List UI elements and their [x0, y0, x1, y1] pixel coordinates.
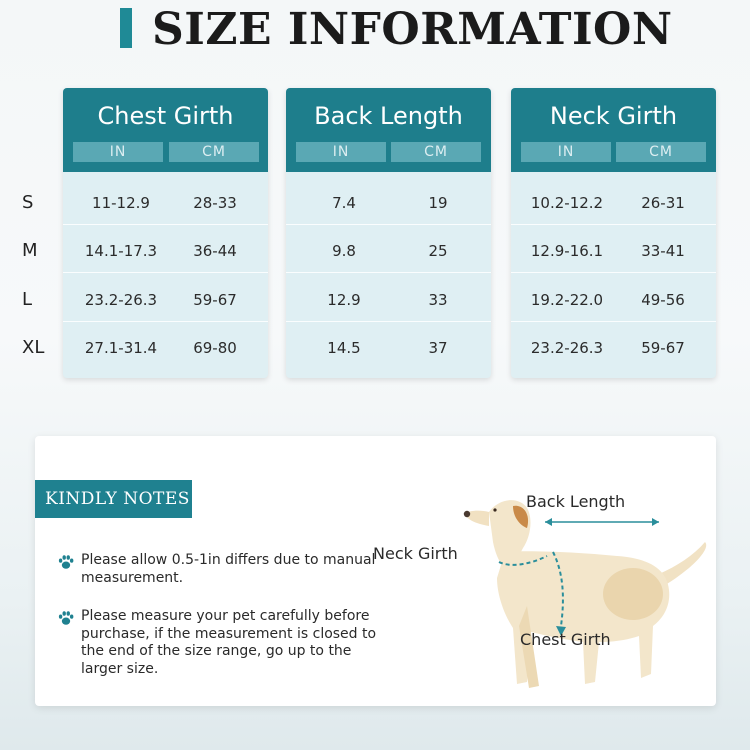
- row-divider: [286, 224, 491, 225]
- cell: 28-33: [193, 194, 237, 212]
- cell: 23.2-26.3: [84, 291, 158, 309]
- cell: 69-80: [193, 339, 237, 357]
- row-divider: [63, 224, 268, 225]
- size-label-s: S: [22, 192, 34, 213]
- unit-in: IN: [521, 142, 611, 162]
- unit-cm: CM: [616, 142, 706, 162]
- cell: 19.2-22.0: [530, 291, 604, 309]
- cell: 19: [428, 194, 448, 212]
- table-title: Neck Girth: [549, 102, 678, 130]
- note-item: [57, 608, 377, 678]
- cell: 33-41: [641, 242, 685, 260]
- unit-in: IN: [73, 142, 163, 162]
- row-divider: [511, 321, 716, 322]
- neck-girth-label: Neck Girth: [373, 544, 458, 563]
- cell: 14.5: [327, 339, 361, 357]
- row-divider: [286, 272, 491, 273]
- row-divider: [286, 321, 491, 322]
- size-label-xl: XL: [22, 337, 45, 358]
- notes-heading: KINDLY NOTES: [35, 480, 192, 518]
- cell: 25: [428, 242, 448, 260]
- size-label-m: M: [22, 240, 38, 261]
- table-header: [511, 88, 716, 172]
- cell: 7.4: [332, 194, 356, 212]
- cell: 23.2-26.3: [530, 339, 604, 357]
- back-length-table: [286, 88, 491, 378]
- dog-diagram: [427, 486, 712, 696]
- table-header: [286, 88, 491, 172]
- cell: 9.8: [332, 242, 356, 260]
- note-text: Please measure your pet carefully before purchase, if the measurement is closed to the end of the size range, go up to the larger size.: [81, 608, 377, 677]
- cell: 12.9-16.1: [530, 242, 604, 260]
- paw-icon: [57, 609, 75, 627]
- unit-cm: CM: [169, 142, 259, 162]
- table-title: Chest Girth: [97, 102, 234, 130]
- cell: 10.2-12.2: [530, 194, 604, 212]
- cell: 11-12.9: [92, 194, 150, 212]
- title-accent-bar: [120, 8, 132, 48]
- note-item: [57, 552, 377, 587]
- cell: 14.1-17.3: [84, 242, 158, 260]
- cell: 59-67: [641, 339, 685, 357]
- row-divider: [511, 272, 716, 273]
- unit-cm: CM: [391, 142, 481, 162]
- size-label-l: L: [22, 289, 33, 310]
- cell: 33: [428, 291, 448, 309]
- cell: 49-56: [641, 291, 685, 309]
- page-title: SIZE INFORMATION: [152, 4, 673, 55]
- neck-girth-table: [511, 88, 716, 378]
- chest-girth-table: [63, 88, 268, 378]
- back-length-label: Back Length: [526, 492, 626, 511]
- note-text: Please allow 0.5-1in differs due to manual measurement.: [81, 552, 376, 586]
- cell: 59-67: [193, 291, 237, 309]
- unit-in: IN: [296, 142, 386, 162]
- table-title: Back Length: [314, 102, 463, 130]
- table-header: [63, 88, 268, 172]
- row-divider: [511, 224, 716, 225]
- cell: 12.9: [327, 291, 361, 309]
- row-divider: [63, 321, 268, 322]
- cell: 37: [428, 339, 448, 357]
- paw-icon: [57, 553, 75, 571]
- cell: 27.1-31.4: [84, 339, 158, 357]
- chest-girth-label: Chest Girth: [520, 630, 611, 649]
- row-divider: [63, 272, 268, 273]
- cell: 26-31: [641, 194, 685, 212]
- cell: 36-44: [193, 242, 237, 260]
- kindly-notes-panel: [35, 436, 716, 706]
